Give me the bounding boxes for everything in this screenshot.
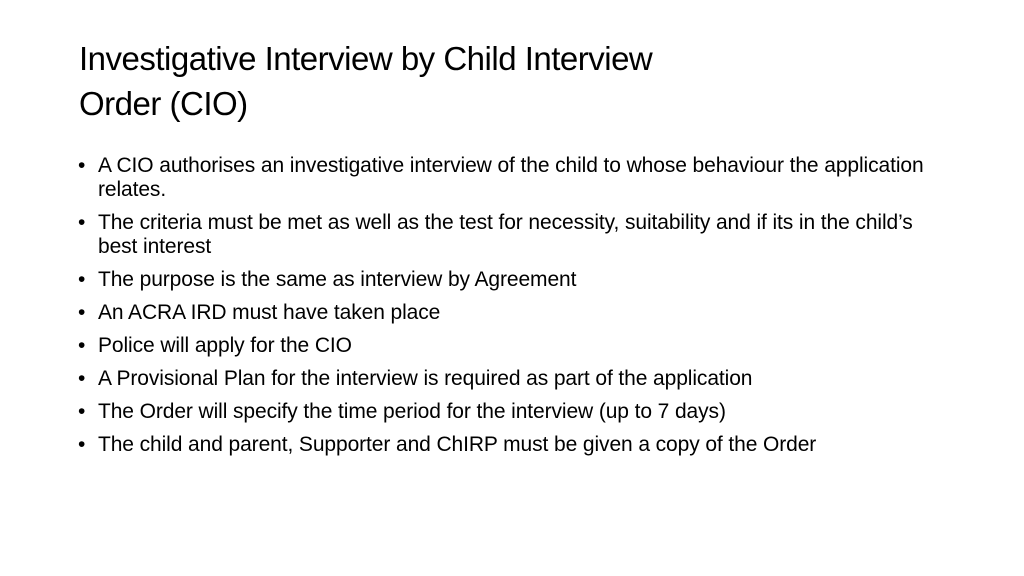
bullet-dot-icon: • bbox=[78, 367, 86, 390]
bullet-text: The child and parent, Supporter and ChIRP must be given a copy of the Order bbox=[98, 433, 817, 456]
bullet-item bbox=[76, 400, 956, 424]
bullet-item bbox=[76, 211, 956, 259]
bullet-text: A Provisional Plan for the interview is required as part of the application bbox=[98, 367, 753, 390]
bullet-dot-icon: • bbox=[78, 334, 86, 357]
bullet-dot-icon: • bbox=[78, 268, 86, 291]
slide-title-line-1: Investigative Interview by Child Interview bbox=[79, 40, 653, 77]
bullet-text: A CIO authorises an investigative interview of the child to whose behaviour the application relates. bbox=[98, 154, 924, 201]
bullet-item bbox=[76, 301, 956, 325]
bullet-item bbox=[76, 367, 956, 391]
bullet-list bbox=[76, 154, 956, 466]
bullet-item bbox=[76, 433, 956, 457]
bullet-text: The Order will specify the time period for the interview (up to 7 days) bbox=[98, 400, 726, 423]
bullet-dot-icon: • bbox=[78, 433, 86, 456]
bullet-text: Police will apply for the CIO bbox=[98, 334, 352, 357]
slide-title-line-2: Order (CIO) bbox=[79, 85, 248, 122]
bullet-dot-icon: • bbox=[78, 400, 86, 423]
slide-title bbox=[79, 36, 959, 126]
bullet-dot-icon: • bbox=[78, 301, 86, 324]
bullet-item bbox=[76, 268, 956, 292]
bullet-text: The criteria must be met as well as the test for necessity, suitability and if its in the child’s best interest bbox=[98, 211, 913, 258]
bullet-text: The purpose is the same as interview by Agreement bbox=[98, 268, 577, 291]
bullet-dot-icon: • bbox=[78, 211, 86, 234]
bullet-item bbox=[76, 154, 956, 202]
bullet-dot-icon: • bbox=[78, 154, 86, 177]
bullet-item bbox=[76, 334, 956, 358]
bullet-text: An ACRA IRD must have taken place bbox=[98, 301, 441, 324]
